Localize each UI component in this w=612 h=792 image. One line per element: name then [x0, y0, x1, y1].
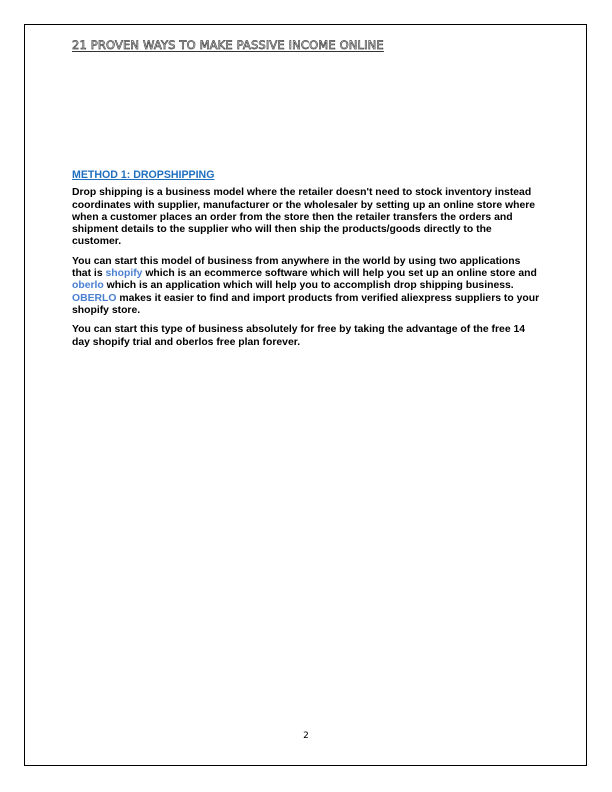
section-content	[72, 169, 542, 356]
paragraph-text: which is an ecommerce software which will help you set up an online store and	[142, 268, 537, 280]
page-number: 2	[303, 731, 309, 741]
paragraph-text: makes it easier to find and import products from verified aliexpress suppliers to your shopify store.	[72, 292, 540, 316]
page-border	[24, 24, 587, 766]
paragraph-text: which is an application which will help you to accomplish drop shipping business.	[103, 280, 514, 292]
document-header-title: 21 PROVEN WAYS TO MAKE PASSIVE INCOME ONLINE	[72, 38, 384, 52]
paragraph-applications	[72, 256, 542, 317]
paragraph-free-start: You can start this type of business absolutely for free by taking the advantage of the free 14 day shopify trial and oberlos free plan forever.	[72, 324, 526, 348]
paragraph-definition: Drop shipping is a business model where the retailer doesn't need to stock inventory instead coordinates with supplier, manufacturer or the wholesaler by setting up an online store where when a customer places an order from the store then the retailer transfers the orders and shipment details to the supplier who will then ship the products/goods directly to the customer.	[72, 187, 536, 248]
paragraph-text: You can start this model of business from anywhere in the world by using two applications that is	[72, 255, 521, 280]
method-heading: METHOD 1: DROPSHIPPING	[72, 169, 215, 181]
shopify-link[interactable]: shopify	[105, 268, 143, 280]
oberlo-link[interactable]: oberlo	[72, 280, 104, 292]
oberlo-caps-link[interactable]: OBERLO	[72, 292, 117, 304]
